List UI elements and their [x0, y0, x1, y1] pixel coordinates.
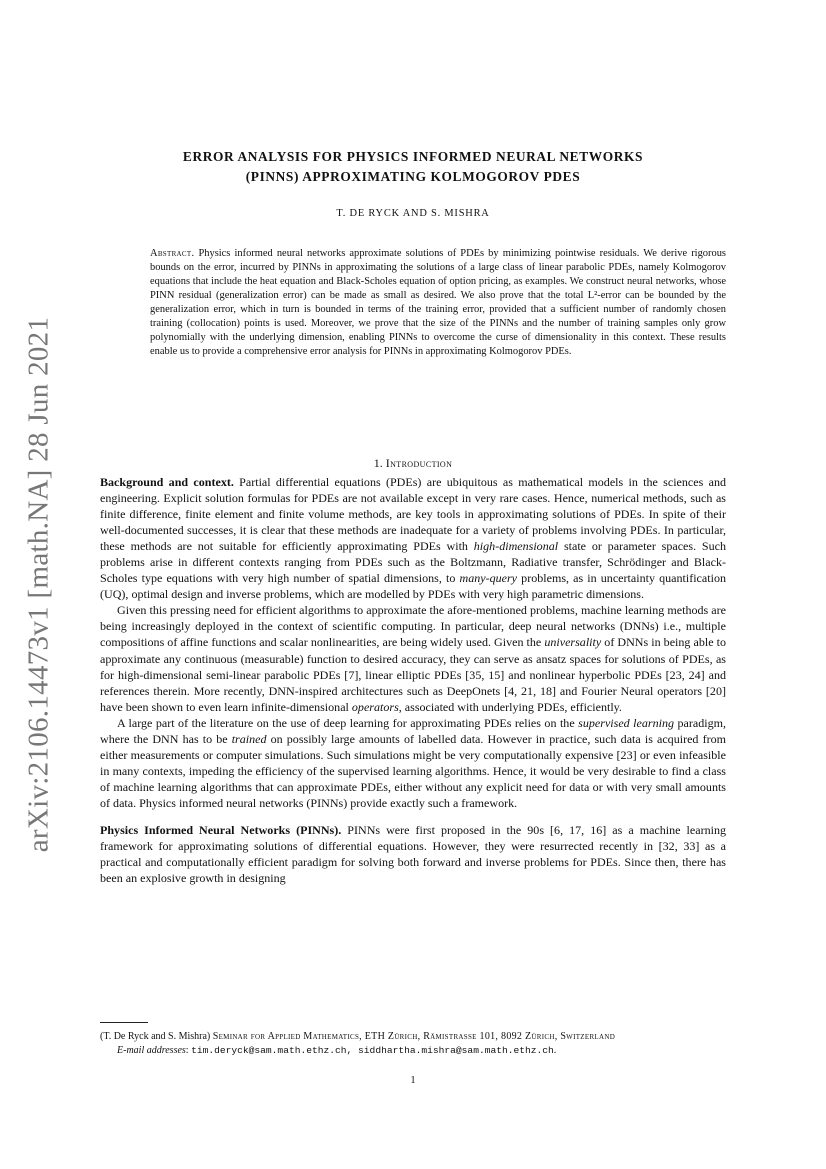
author-line: T. DE RYCK AND S. MISHRA — [336, 208, 490, 219]
email-separator: , — [346, 1044, 359, 1056]
runin-heading: Background and context. — [100, 475, 234, 489]
email-link-mishra[interactable]: siddhartha.mishra@sam.math.ethz.ch — [358, 1044, 554, 1056]
paragraph-dnn — [100, 602, 726, 714]
emphasis: high-dimensional — [473, 539, 559, 554]
paragraph-text: Partial differential equations (PDEs) are ubiquitous as mathematical models in the sciences and engineering. Explicit solution formulas for PDEs are not available except in very rare cases. Hence, numerical methods, such as finite difference, finite element and finite volume methods, are key tools in approximating solutions of PDEs. In spite of their well-documented successes, it is clear that these methods are inadequate for a variety of problems involving PDEs. In particular, these methods are not suitable for efficiently approximating PDEs with — [100, 475, 726, 554]
paragraph-text: Given this pressing need for efficient algorithms to approximate the afore-mentioned problems, machine learning methods are being increasingly deployed in the context of scientific computing. In particular, deep neural networks (DNNs) i.e., multiple compositions of affine functions and scalar nonlinearities, are being widely used. Given the — [100, 603, 726, 650]
emphasis: universality — [544, 635, 602, 650]
footnote — [100, 1030, 726, 1057]
title-line-1: ERROR ANALYSIS FOR PHYSICS INFORMED NEURAL NETWORKS — [182, 149, 644, 164]
paper-title — [100, 147, 726, 187]
section-number: 1. — [373, 456, 383, 470]
email-label: E-mail addresses — [117, 1044, 186, 1056]
paragraph-text: , associated with underlying PDEs, efficiently. — [398, 699, 622, 714]
section-heading-introduction — [100, 456, 726, 471]
abstract — [150, 247, 726, 359]
paragraph-text: A large part of the literature on the use of deep learning for approximating PDEs relies on the — [117, 715, 575, 730]
abstract-text: Physics informed neural networks approximate solutions of PDEs by minimizing pointwise residuals. We derive rigorous bounds on the error, incurred by PINNs in approximating the solutions of a large class of linear parabolic PDEs, namely Kolmogorov equations that include the heat equation and Black-Scholes equation of option pricing, as examples. We construct neural networks, whose PINN residual (generalization error) can be made as small as desired. We also prove that the total L²-error can be bounded by the generalization error, which in turn is bounded in terms of the training error, provided that a sufficient number of randomly chosen training (collocation) points is used. Moreover, we prove that the size of the PINNs and the number of training samples only grow polynomially with the underlying dimension, enabling PINNs to overcome the curse of dimensionality in this context. These results enable us to provide a comprehensive error analysis for PINNs in approximating Kolmogorov PDEs. — [150, 248, 726, 358]
paragraph-text: problems, as in uncertainty quantification (UQ), optimal design and inverse problems, which are modelled by PDEs with very high parametric dimensions. — [100, 571, 726, 602]
footnote-rule — [100, 1022, 148, 1023]
abstract-label: Abstract. — [150, 248, 195, 259]
paragraph-background — [100, 474, 726, 602]
paragraph-text: of DNNs in being able to approximate any continuous (measurable) function to desired accuracy, they can serve as ansatz spaces for solutions of PDEs, as for high-dimensional semi-linear parabolic PDEs [7], linear elliptic PDEs [35, 15] and nonlinear hyperbolic PDEs [23, 24] and references therein. More recently, DNN-inspired architectures such as DeepOnets [4, 21, 18] and Fourier Neural operators [20] have been shown to even learn infinite-dimensional — [100, 635, 726, 714]
runin-heading: Physics Informed Neural Networks (PINNs). — [100, 822, 342, 837]
emphasis: supervised learning — [578, 715, 674, 730]
emphasis: operators — [351, 699, 399, 714]
paragraph-text: on possibly large amounts of labelled data. However in practice, such data is acquired from either measurements or computer simulations. Such simulations might be very computationally expensive [23] or even infeasible in many contexts, impeding the efficiency of the supervised learning algorithms. Hence, it would be very desirable to find a class of machine learning algorithms that can approximate PDEs, either without any explicit need for data or with very small amounts of data. Physics informed neural networks (PINNs) provide exactly such a framework. — [100, 731, 726, 810]
paragraph-pinns — [100, 822, 726, 886]
paragraph-text: state or parameter spaces. Such problems arise in different contexts ranging from PDEs such as the Boltzmann, Radiative transfer, Schrödinger and Black-Scholes type equations with very high number of spatial dimensions, to — [100, 539, 727, 586]
email-end: . — [553, 1044, 557, 1056]
section-title: Introduction — [385, 456, 453, 470]
footnote-names: (T. De Ryck and S. Mishra) — [100, 1031, 211, 1042]
footnote-emails: E-mail addresses: tim.deryck@sam.math.ethz.ch, siddhartha.mishra@sam.math.ethz.ch. — [117, 1044, 557, 1056]
title-line-2: (PINNS) APPROXIMATING KOLMOGOROV PDES — [245, 169, 581, 184]
footnote-address: Seminar for Applied Mathematics, ETH Zürich, Rämistrasse 101, 8092 Zürich, Switzerland — [212, 1031, 616, 1042]
page-number: 1 — [410, 1075, 416, 1086]
paragraph-text: PINNs were first proposed in the 90s [6, 17, 16] as a machine learning framework for approximating solutions of differential equations. However, they were resurrected recently in [32, 33] as a practical and computationally efficient paradigm for solving both forward and inverse problems for PDEs. Since then, there has been an explosive growth in designing — [100, 822, 726, 886]
body-text — [100, 474, 726, 886]
arxiv-stamp[interactable] — [9, 0, 69, 1169]
email-link-deryck[interactable]: tim.deryck@sam.math.ethz.ch — [191, 1044, 347, 1056]
emphasis: trained — [231, 731, 267, 746]
emphasis: many-query — [459, 571, 518, 586]
arxiv-identifier[interactable]: arXiv:2106.14473v1 [math.NA] 28 Jun 2021 — [22, 316, 55, 853]
footnote-affiliation — [100, 1030, 726, 1044]
paragraph-supervised — [100, 715, 726, 811]
paragraph-text: paradigm, where the DNN has to be — [100, 715, 726, 746]
